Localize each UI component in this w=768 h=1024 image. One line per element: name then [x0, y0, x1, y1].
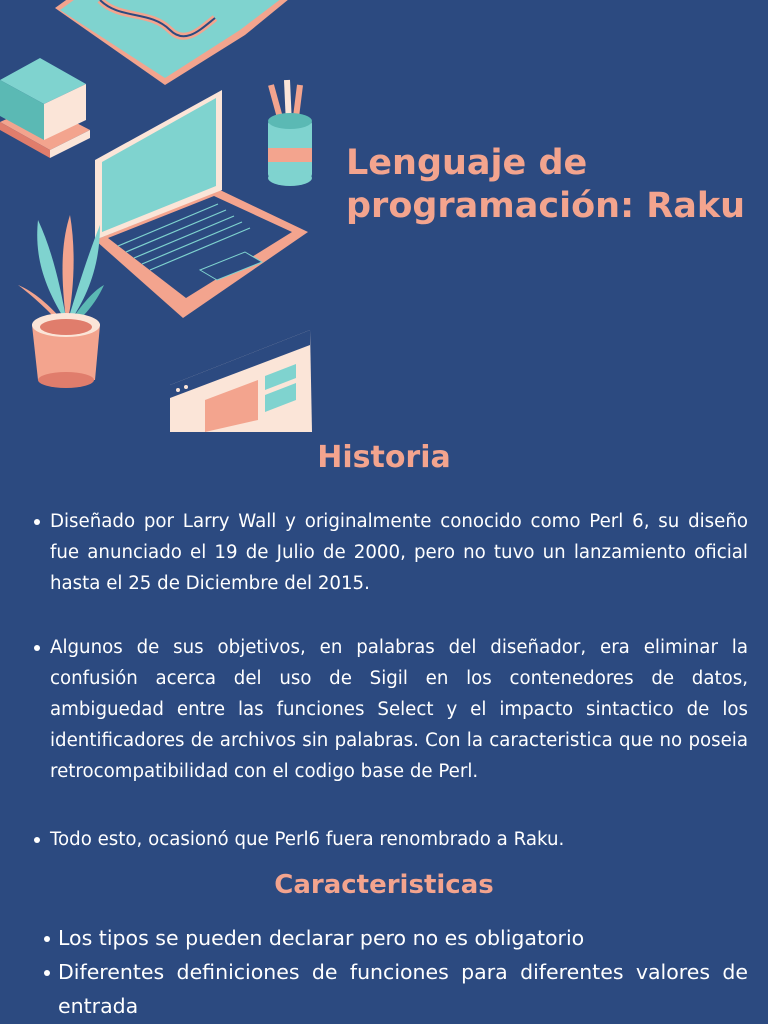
- historia-item-text: Algunos de sus objetivos, en palabras del diseñador, era eliminar la confusión acerca del uso de Sigil en los contenedores de datos, ambiguedad entre las funciones Select y el impacto sintactico de los identificadores de archivos sin palabras. Con la caracteristica que no poseia retrocompatibilidad con el codigo base de Perl.: [50, 637, 748, 782]
- caracteristica-item-text: Diferentes definiciones de funciones para diferentes valores de entrada: [58, 960, 748, 1018]
- pencil-cup-icon: [268, 80, 312, 186]
- books-icon: [0, 58, 90, 158]
- page-title: Lenguaje de programación: Raku: [346, 143, 746, 226]
- historia-item-text: Todo esto, ocasionó que Perl6 fuera renombrado a Raku.: [50, 829, 565, 850]
- bullet-icon: [44, 970, 50, 976]
- map-icon: [55, 0, 300, 85]
- historia-item-text: Diseñado por Larry Wall y originalmente conocido como Perl 6, su diseño fue anunciado el 19 de Julio de 2000, pero no tuvo un lanzamiento oficial hasta el 25 de Diciembre del 2015.: [50, 511, 748, 594]
- browser-window-icon: [170, 330, 312, 432]
- caracteristica-item: [58, 921, 748, 955]
- bullet-icon: [34, 837, 40, 843]
- caracteristicas-heading: Caracteristicas: [274, 870, 494, 900]
- bullet-icon: [44, 936, 50, 942]
- desk-illustration: [0, 0, 330, 432]
- bullet-icon: [34, 519, 40, 525]
- caracteristica-item-text: Los tipos se pueden declarar pero no es obligatorio: [58, 926, 585, 950]
- caracteristica-item: [58, 955, 748, 1023]
- historia-item: [50, 506, 748, 599]
- historia-heading: Historia: [317, 440, 451, 475]
- historia-item: [50, 632, 748, 787]
- plant-icon: [18, 215, 104, 388]
- bullet-icon: [34, 645, 40, 651]
- historia-item: [50, 824, 748, 855]
